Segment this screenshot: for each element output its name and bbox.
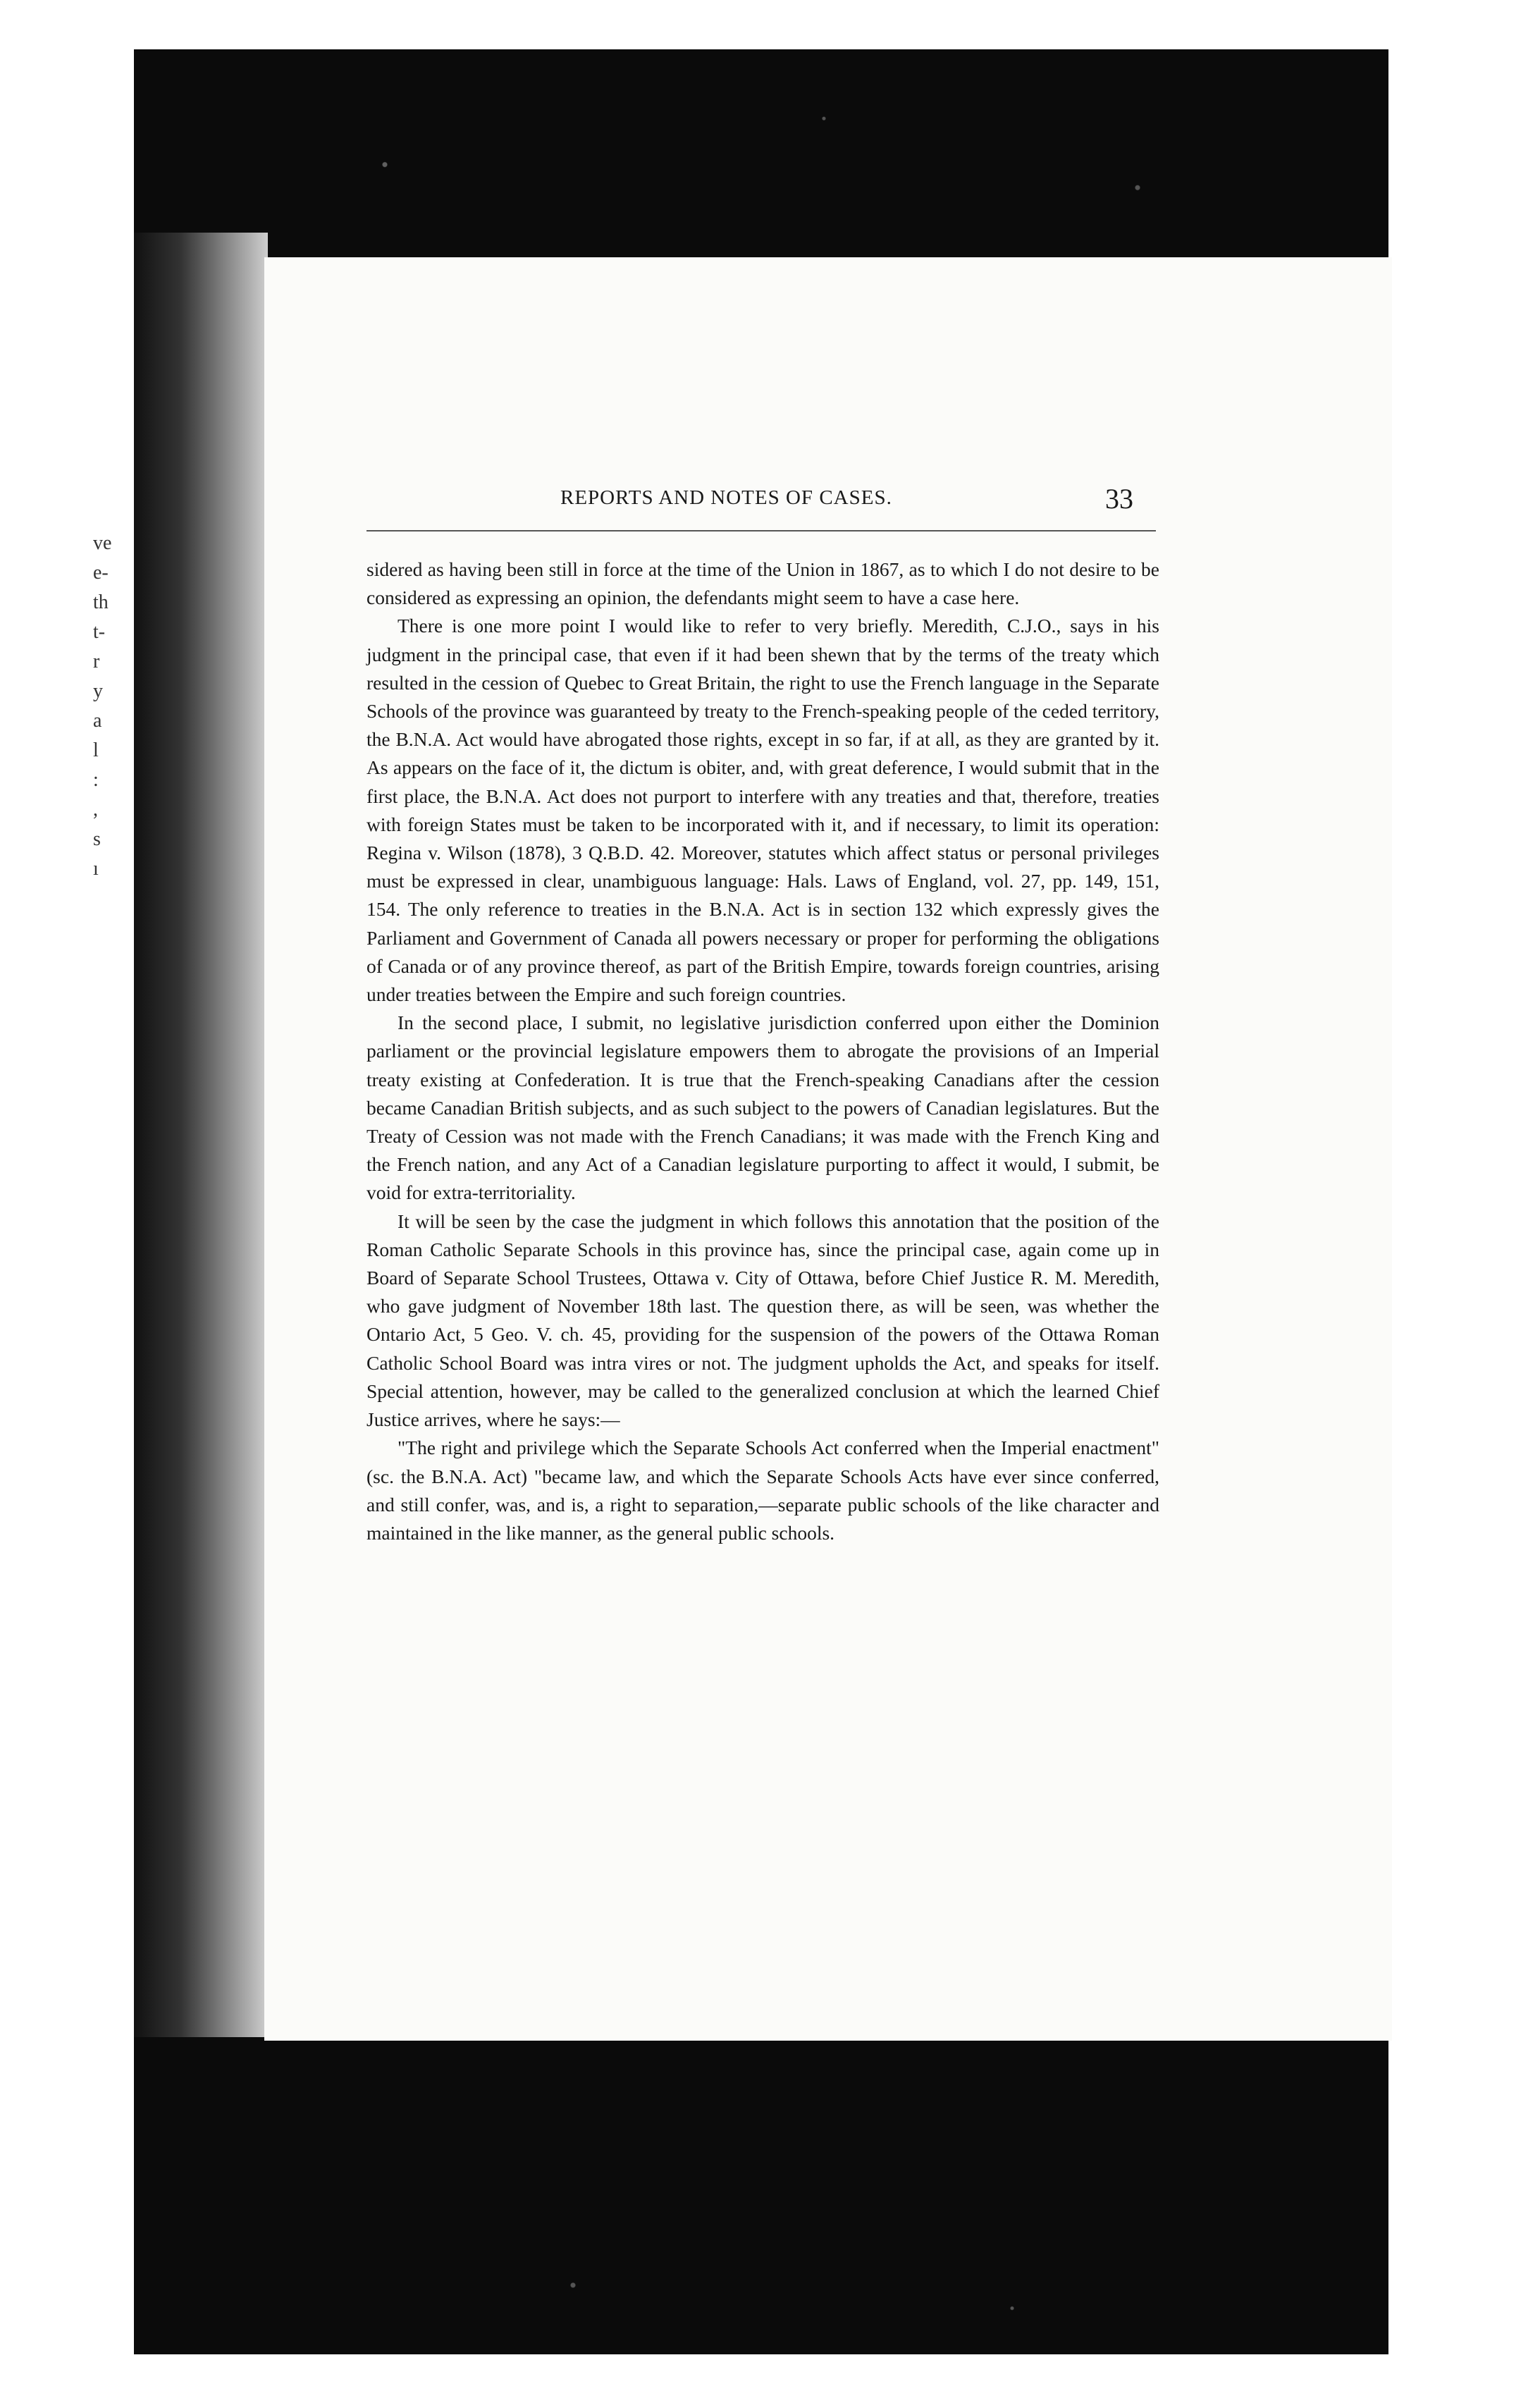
margin-fragment: r: [93, 651, 100, 672]
margin-fragment: y: [93, 680, 103, 702]
margin-fragment: l: [93, 739, 99, 761]
paragraph: It will be seen by the case the judgment in which follows this annotation that the position of the Roman Catholic Separate Schools in this province has, since the principal case, again come up in Board of Separate School Trustees, Ottawa v. City of Ottawa, before Chief Justice R. M. Meredith, who gave judgment of November 18th last. The question there, as will be seen, was whether the Ontario Act, 5 Geo. V. ch. 45, providing for the suspension of the powers of the Ottawa Roman Catholic School Board was intra vires or not. The judgment upholds the Act, and speaks for itself. Special attention, however, may be called to the generalized conclusion at which the learned Chief Justice arrives, where he says:—: [366, 1210, 1159, 1431]
margin-fragment: ve: [93, 532, 112, 554]
book-spine-shadow: [134, 233, 268, 2037]
paragraph: sidered as having been still in force at the time of the Union in 1867, as to which I do not desire to be considered as expressing an opinion, the defendants might seem to have a case here.: [366, 558, 1159, 609]
header-rule: [366, 530, 1156, 531]
margin-fragment: ,: [93, 799, 98, 820]
margin-fragments: [93, 529, 121, 884]
paragraph: "The right and privilege which the Separate Schools Act conferred when the Imperial enactment" (sc. the B.N.A. Act) "became law, and which the Separate Schools Acts have ever since conferred, and still confer, was, and is, a right to separation,—separate public schools of the like character and maintained in the like manner, as the general public schools.: [366, 1437, 1159, 1544]
running-header: REPORTS AND NOTES OF CASES.: [560, 486, 892, 509]
paragraph: In the second place, I submit, no legislative jurisdiction conferred upon either the Dominion parliament or the provincial legislature empowers them to abrogate the provisions of an Imperial treaty existing at Confederation. It is true that the French-speaking Canadians after the cession became Canadian British subjects, and as such subject to the powers of Canadian legislatures. But the Treaty of Cession was not made with the French Canadians; it was made with the French King and the French nation, and any Act of a Canadian legislature purporting to affect it would, I submit, be void for extra-territoriality.: [366, 1012, 1159, 1204]
margin-fragment: a: [93, 710, 102, 732]
margin-fragment: e-: [93, 562, 109, 584]
paragraph: There is one more point I would like to refer to very briefly. Meredith, C.J.O., says in his judgment in the principal case, that even if it had been shewn that by the terms of the treaty which resulted in the cession of Quebec to Great Britain, the right to use the French language in the Separate Schools of the province was guaranteed by treaty to the French-speaking people of the ceded territory, the B.N.A. Act would have abrogated those rights, except in so far, if at all, as they are granted by it. As appears on the face of it, the dictum is obiter, and, with great deference, I would submit that in the first place, the B.N.A. Act does not purport to interfere with any treaties and that, therefore, treaties with foreign States must be taken to be incorporated with it, and if necessary, to limit its operation: Regina v. Wilson (1878), 3 Q.B.D. 42. Moreover, statutes which affect status or personal privileges must be expressed in clear, unambiguous language: Hals. Laws of England, vol. 27, pp. 149, 151, 154. The only reference to treaties in the B.N.A. Act is in section 132 which expressly gives the Parliament and Government of Canada all powers necessary or proper for performing the obligations of Canada or of any province thereof, as part of the British Empire, towards foreign countries, arising under treaties between the Empire and such foreign countries.: [366, 615, 1159, 1006]
margin-fragment: s: [93, 828, 101, 850]
margin-fragment: t-: [93, 621, 106, 643]
page-number: 33: [1105, 483, 1133, 515]
body-text: [366, 555, 1159, 1547]
margin-fragment: th: [93, 591, 109, 613]
margin-fragment: ı: [93, 858, 99, 880]
margin-fragment: :: [93, 769, 99, 791]
